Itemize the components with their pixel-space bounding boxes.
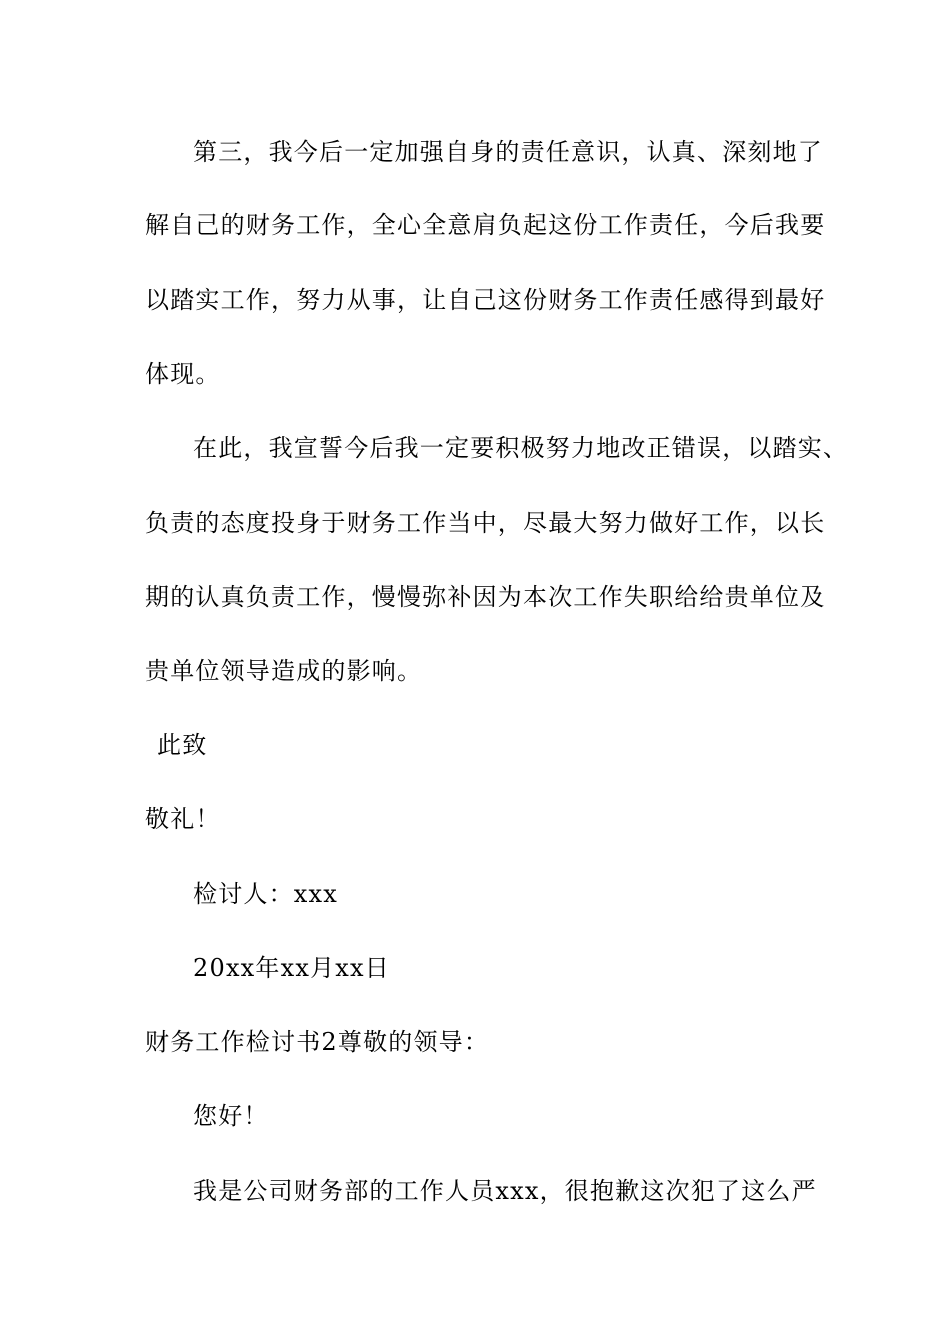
paragraph-line: 以踏实工作，努力从事，让自己这份财务工作责任感得到最好: [145, 286, 826, 314]
paragraph-line: 解自己的财务工作，全心全意肩负起这份工作责任，今后我要: [145, 211, 826, 239]
paragraph-line: 我是公司财务部的工作人员xxx，很抱歉这次犯了这么严: [193, 1177, 817, 1205]
paragraph-line: 在此，我宣誓今后我一定要积极努力地改正错误，以踏实、: [193, 434, 849, 462]
paragraph-line: 第三，我今后一定加强自身的责任意识，认真、深刻地了: [193, 138, 823, 166]
signature-line: 检讨人：xxx: [193, 880, 339, 908]
paragraph-line: 期的认真负责工作，慢慢弥补因为本次工作失职给给贵单位及: [145, 583, 826, 611]
closing-salutation: 此致: [157, 731, 208, 759]
date-line: 20xx年xx月xx日: [193, 954, 390, 982]
greeting-line: 您好！: [193, 1102, 269, 1130]
closing-regards: 敬礼！: [145, 805, 221, 833]
section-heading-line: 财务工作检讨书2尊敬的领导：: [145, 1028, 490, 1056]
paragraph-line: 贵单位领导造成的影响。: [145, 657, 423, 685]
paragraph-line: 负责的态度投身于财务工作当中，尽最大努力做好工作，以长: [145, 509, 826, 537]
paragraph-line: 体现。: [145, 360, 221, 388]
